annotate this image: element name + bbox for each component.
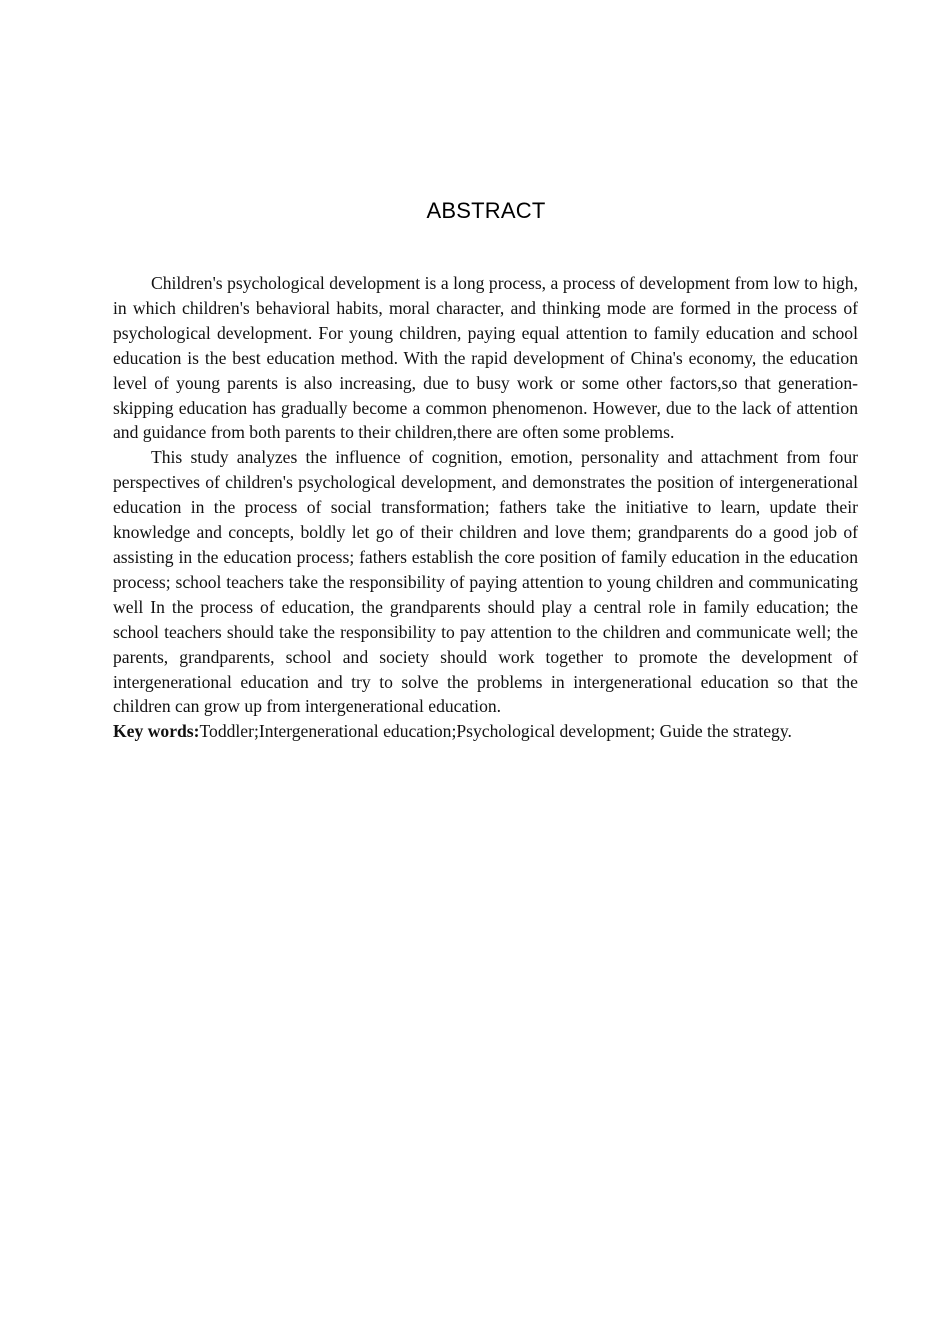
keywords-line [113,719,858,744]
abstract-paragraph-1: Children's psychological development is a long process, a process of development from low to high, in which children's behavioral habits, moral character, and thinking mode are formed in the process of psychological development. For young children, paying equal attention to family education and school education is the best education method. With the rapid development of China's economy, the education level of young parents is also increasing, due to busy work or some other factors,so that generation-skipping education has gradually become a common phenomenon. However, due to the lack of attention and guidance from both parents to their children,there are often some problems. [113,273,858,443]
abstract-title: ABSTRACT [426,198,546,223]
keywords-value: Toddler;Intergenerational education;Psychological development; Guide the strategy. [199,721,792,742]
abstract-paragraph-2: This study analyzes the influence of cognition, emotion, personality and attachment from four perspectives of children's psychological development, and demonstrates the position of intergenerational education in the process of social transformation; fathers take the initiative to learn, update their knowledge and concepts, boldly let go of their children and love them; grandparents do a good job of assisting in the education process; fathers establish the core position of family education in the education process; school teachers take the responsibility of paying attention to young children and communicating well In the process of education, the grandparents should play a central role in family education; the school teachers should take the responsibility to pay attention to the children and communicate well; the parents, grandparents, school and society should work together to promote the development of intergenerational education and try to solve the problems in intergenerational education so that the children can grow up from intergenerational education. [113,447,858,717]
abstract-body [113,271,858,744]
keywords-label: Key words: [113,721,200,742]
